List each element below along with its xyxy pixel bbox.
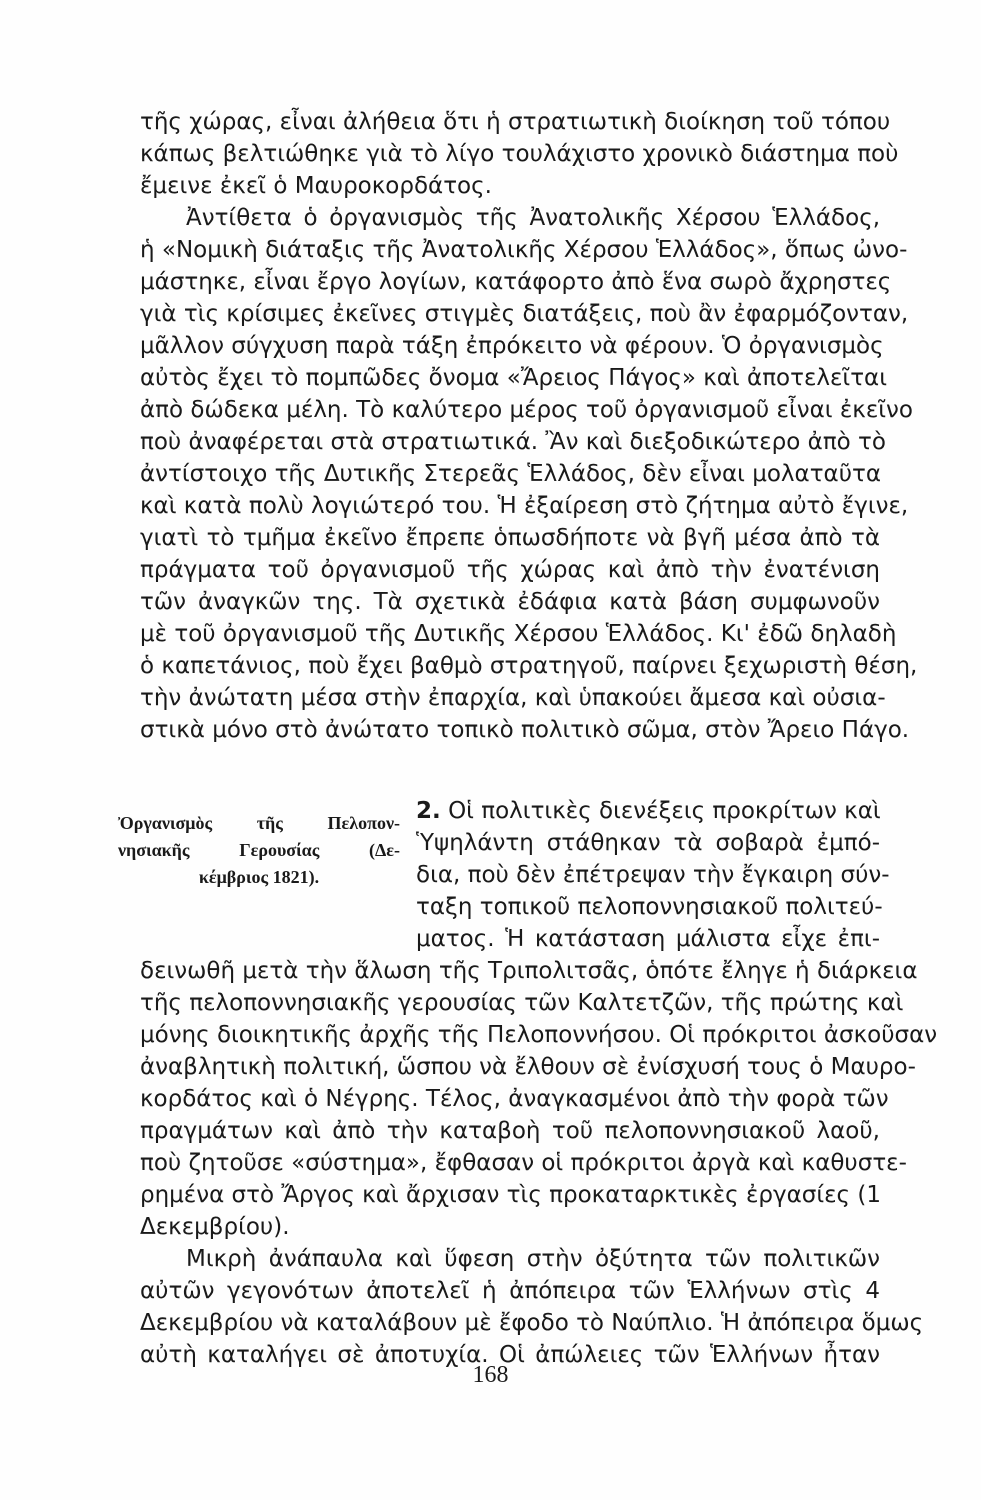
text-line: γιὰ τὶς κρίσιμες ἐκεῖνες στιγμὲς διατάξεις, ποὺ ἂν ἐφαρμόζονταν, xyxy=(140,301,909,327)
text-line: γιατὶ τὸ τμῆμα ἐκεῖνο ἔπρεπε ὁπωσδήποτε νὰ βγῆ μέσα ἀπὸ τὰ xyxy=(140,525,880,551)
text-line: ἀντίστοιχο τῆς Δυτικῆς Στερεᾶς Ἑλλάδος, δὲν εἶναι μολαταῦτα xyxy=(140,461,882,487)
text-line: Ὑψηλάντη στάθηκαν τὰ σοβαρὰ ἐμπό- xyxy=(416,830,880,856)
text-line: αὐτὸς ἔχει τὸ πομπῶδες ὄνομα «Ἄρειος Πάγος» καὶ ἀποτελεῖται xyxy=(140,365,888,391)
text-line: αὐτῶν γεγονότων ἀποτελεῖ ἡ ἀπόπειρα τῶν Ἑλλήνων στὶς 4 xyxy=(140,1278,880,1304)
sidenote-line: νησιακῆς Γερουσίας (Δε- xyxy=(118,840,400,860)
text-line: ρημένα στὸ Ἄργος καὶ ἄρχισαν τὶς προκαταρκτικὲς ἐργασίες (1 xyxy=(140,1182,881,1208)
text-line: τῆς πελοποννησιακῆς γερουσίας τῶν Καλτετζῶν, τῆς πρώτης καὶ xyxy=(140,990,904,1016)
text-line: ἀπὸ δώδεκα μέλη. Τὸ καλύτερο μέρος τοῦ ὀργανισμοῦ εἶναι ἐκεῖνο xyxy=(140,397,913,423)
text-line: αὐτὴ καταλήγει σὲ ἀποτυχία. Οἱ ἀπώλειες τῶν Ἑλλήνων ἦταν xyxy=(140,1342,880,1368)
text-line: πράγματα τοῦ ὀργανισμοῦ τῆς χώρας καὶ ἀπὸ τὴν ἐνατένιση xyxy=(140,557,880,583)
text-line: ποὺ ζητοῦσε «σύστημα», ἔφθασαν οἱ πρόκριτοι ἀργὰ καὶ καθυστε- xyxy=(140,1150,907,1176)
text-line: κορδάτος καὶ ὁ Νέγρης. Τέλος, ἀναγκασμένοι ἀπὸ τὴν φορὰ τῶν xyxy=(140,1086,889,1112)
section-heading-line xyxy=(416,795,880,827)
text-line: Μικρὴ ἀνάπαυλα καὶ ὕφεση στὴν ὀξύτητα τῶν πολιτικῶν xyxy=(186,1246,880,1272)
section-text: Οἱ πολιτικὲς διενέξεις προκρίτων καὶ xyxy=(448,798,881,824)
section-number: 2. xyxy=(416,798,441,824)
text-line: μάστηκε, εἶναι ἔργο λογίων, κατάφορτο ἀπὸ ἕνα σωρὸ ἄχρηστες xyxy=(140,269,892,295)
text-line: μόνης διοικητικῆς ἀρχῆς τῆς Πελοποννήσου. Οἱ πρόκριτοι ἀσκοῦσαν xyxy=(140,1022,938,1048)
text-line: μᾶλλον σύγχυση παρὰ τάξη ἐπρόκειτο νὰ φέρουν. Ὁ ὀργανισμὸς xyxy=(140,333,884,359)
text-line: στικὰ μόνο στὸ ἀνώτατο τοπικὸ πολιτικὸ σῶμα, στὸν Ἄρειο Πάγο. xyxy=(140,717,910,743)
sidenote-line: κέμβριος 1821). xyxy=(198,867,320,887)
text-line: δεινωθῆ μετὰ τὴν ἅλωση τῆς Τριπολιτσᾶς, ὁπότε ἔληγε ἡ διάρκεια xyxy=(140,958,918,984)
text-line: Δεκεμβρίου νὰ καταλάβουν μὲ ἔφοδο τὸ Ναύπλιο. Ἡ ἀπόπειρα ὅμως xyxy=(140,1310,924,1336)
text-line: μὲ τοῦ ὀργανισμοῦ τῆς Δυτικῆς Χέρσου Ἑλλάδος. Κι' ἐδῶ δηλαδὴ xyxy=(140,621,897,647)
text-line: τὴν ἀνώτατη μέσα στὴν ἐπαρχία, καὶ ὑπακούει ἄμεσα καὶ οὐσια- xyxy=(140,685,886,711)
text-line: Ἀντίθετα ὁ ὀργανισμὸς τῆς Ἀνατολικῆς Χέρσου Ἑλλάδος, xyxy=(186,205,880,231)
text-line: ἔμεινε ἐκεῖ ὁ Μαυροκορδάτος. xyxy=(140,173,492,199)
text-line: ὁ καπετάνιος, ποὺ ἔχει βαθμὸ στρατηγοῦ, παίρνει ξεχωριστὴ θέση, xyxy=(140,653,918,679)
text-line: ποὺ ἀναφέρεται στὰ στρατιωτικά. Ἂν καὶ διεξοδικώτερο ἀπὸ τὸ xyxy=(140,429,886,455)
page-number: 168 xyxy=(472,1362,509,1388)
sidenote-line: Ὀργανισμὸς τῆς Πελοπον- xyxy=(118,813,400,833)
text-line: ἡ «Νομικὴ διάταξις τῆς Ἀνατολικῆς Χέρσου Ἑλλάδος», ὅπως ὠνο- xyxy=(140,237,908,263)
text-line: ἀναβλητικὴ πολιτική, ὥσπου νὰ ἔλθουν σὲ ἐνίσχυσή τους ὁ Μαυρο- xyxy=(140,1054,916,1080)
text-line: δια, ποὺ δὲν ἐπέτρεψαν τὴν ἔγκαιρη σύν- xyxy=(416,862,890,888)
text-line: πραγμάτων καὶ ἀπὸ τὴν καταβοὴ τοῦ πελοποννησιακοῦ λαοῦ, xyxy=(140,1118,880,1144)
text-line: κάπως βελτιώθηκε γιὰ τὸ λίγο τουλάχιστο χρονικὸ διάστημα ποὺ xyxy=(140,141,899,167)
text-line: Δεκεμβρίου). xyxy=(140,1214,290,1240)
text-line: ταξη τοπικοῦ πελοποννησιακοῦ πολιτεύ- xyxy=(416,894,883,920)
text-line: τῆς χώρας, εἶναι ἀλήθεια ὅτι ἡ στρατιωτικὴ διοίκηση τοῦ τόπου xyxy=(140,109,891,135)
text-line: ματος. Ἡ κατάσταση μάλιστα εἶχε ἐπι- xyxy=(416,926,880,952)
text-line: καὶ κατὰ πολὺ λογιώτερό του. Ἡ ἐξαίρεση στὸ ζήτημα αὐτὸ ἔγινε, xyxy=(140,493,909,519)
text-line: τῶν ἀναγκῶν της. Τὰ σχετικὰ ἐδάφια κατὰ βάση συμφωνοῦν xyxy=(140,589,880,615)
